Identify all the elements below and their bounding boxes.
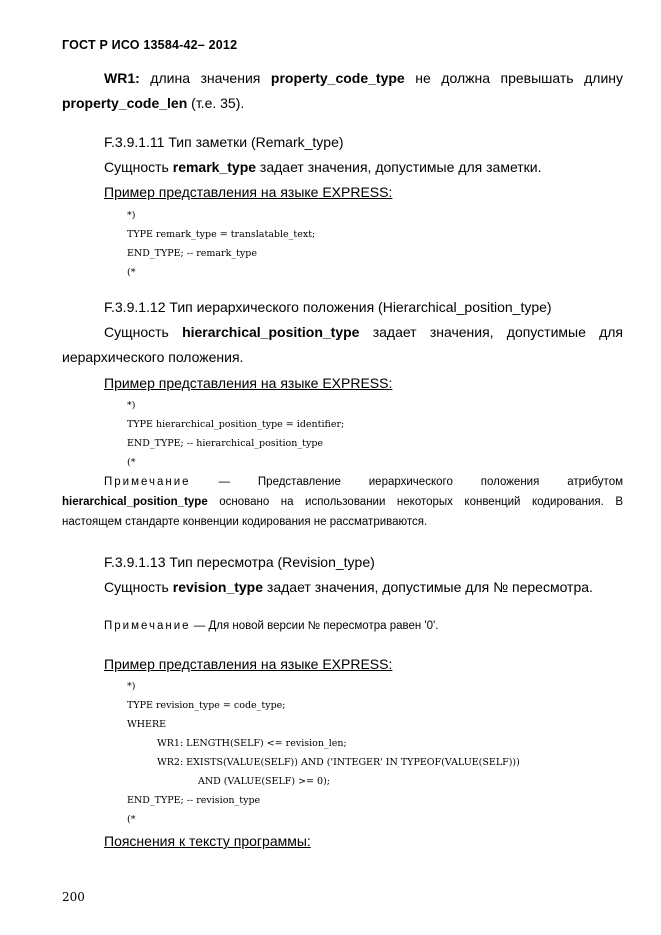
hierarchical-paragraph-line2: иерархического положения. (62, 349, 244, 365)
hierarchical-paragraph-line1: Сущность hierarchical_position_type задает значения, допустимые для (104, 324, 623, 340)
code-line: *) (127, 681, 136, 692)
code-line: WHERE (127, 719, 167, 730)
code-line: *) (127, 400, 136, 411)
code-line: WR2: EXISTS(VALUE(SELF)) AND ('INTEGER' IN TYPEOF(VALUE(SELF))) (157, 757, 520, 768)
page-number: 200 (62, 890, 85, 904)
code-line: WR1: LENGTH(SELF) <= revision_len; (157, 738, 347, 749)
revision-type-paragraph: Сущность revision_type задает значения, допустимые для № пересмотра. (104, 579, 593, 595)
code-line: END_TYPE; -- remark_type (127, 248, 257, 259)
section-heading-remark-type: F.3.9.1.11 Тип заметки (Remark_type) (104, 134, 344, 150)
wr1-label: WR1: (104, 70, 140, 86)
code-line: AND (VALUE(SELF) >= 0); (198, 776, 330, 787)
remark-type-paragraph: Сущность remark_type задает значения, допустимые для заметки. (104, 159, 542, 175)
hierarchical-note-line1: Примечание — Представление иерархического положения атрибутом (104, 476, 623, 488)
section-heading-revision-type: F.3.9.1.13 Тип пересмотра (Revision_type) (104, 554, 375, 570)
code-line: TYPE hierarchical_position_type = identifier; (127, 419, 345, 430)
code-line: END_TYPE; -- revision_type (127, 795, 261, 806)
code-line: TYPE revision_type = code_type; (127, 700, 286, 711)
note-label: Примечание (104, 620, 191, 632)
hierarchical-note-line2: hierarchical_position_type основано на использовании некоторых конвенций кодирования. В (62, 496, 623, 508)
express-example-label-2: Пример представления на языке EXPRESS: (104, 375, 393, 391)
code-line: (* (127, 457, 136, 468)
wr1-term2: property_code_len (62, 95, 188, 111)
note-label: Примечание (104, 476, 191, 488)
wr1-line2: property_code_len (т.е. 35). (62, 95, 245, 111)
section-heading-hierarchical-position-type: F.3.9.1.12 Тип иерархического положения (Hierarchical_position_type) (104, 299, 552, 315)
code-line: END_TYPE; -- hierarchical_position_type (127, 438, 324, 449)
wr1-term1: property_code_type (270, 70, 405, 86)
express-example-label-3: Пример представления на языке EXPRESS: (104, 656, 393, 672)
express-example-label-1: Пример представления на языке EXPRESS: (104, 184, 393, 200)
program-explanation-heading: Пояснения к тексту программы: (104, 833, 311, 849)
wr1-line1: WR1: длина значения property_code_type не должна превышать длину (104, 70, 624, 86)
revision-note: Примечание — Для новой версии № пересмотра равен '0'. (104, 620, 439, 632)
code-line: *) (127, 210, 136, 221)
hierarchical-note-line3: настоящем стандарте конвенции кодирования не рассматриваются. (62, 516, 428, 528)
document-header: ГОСТ Р ИСО 13584-42– 2012 (62, 38, 238, 52)
code-line: TYPE remark_type = translatable_text; (127, 229, 316, 240)
code-line: (* (127, 814, 136, 825)
code-line: (* (127, 267, 136, 278)
